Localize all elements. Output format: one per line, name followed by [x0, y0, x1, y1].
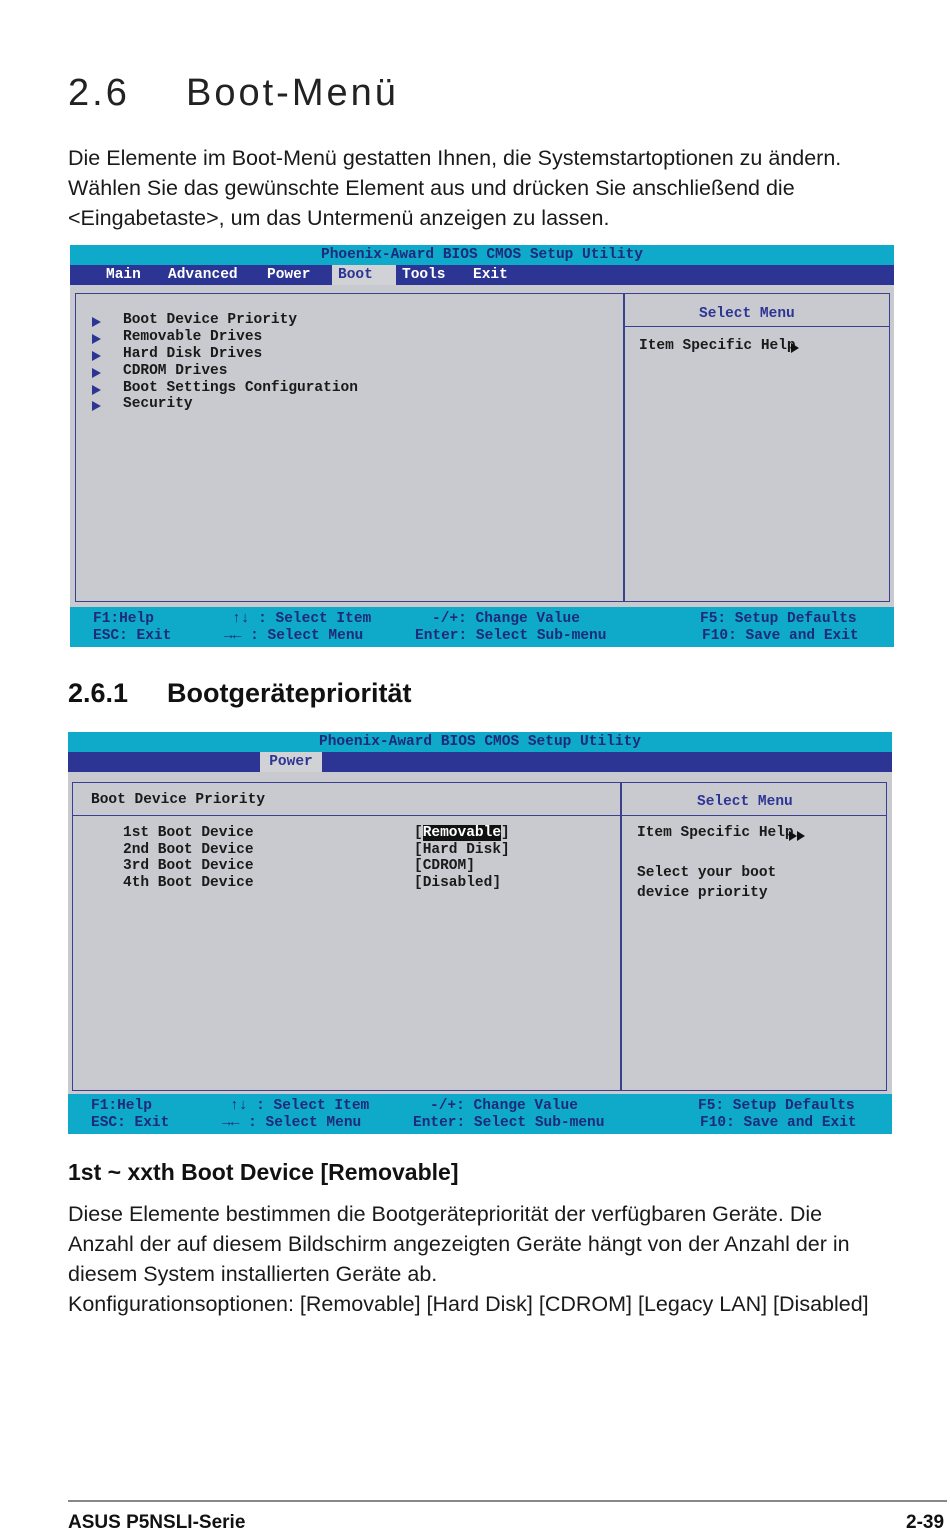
help-title: Select Menu — [699, 306, 795, 322]
footer-product-name: ASUS P5NSLI-Serie — [68, 1512, 246, 1533]
selected-value[interactable]: Removable — [422, 825, 502, 841]
submenu-arrow-icon — [92, 401, 101, 411]
row-value-1st-boot-device[interactable]: [Removable] — [414, 825, 510, 841]
intro-line: Wählen Sie das gewünschte Element aus und drücken Sie anschließend die — [68, 176, 795, 200]
bios-footer — [70, 607, 894, 647]
menu-tab-exit[interactable]: Exit — [473, 267, 508, 283]
desc-line: diesem System installierten Geräte ab. — [68, 1262, 438, 1286]
help-arrow-icon — [789, 831, 797, 841]
desc-line: Diese Elemente bestimmen die Bootgerätepriorität der verfügbaren Geräte. Die — [68, 1202, 823, 1226]
bios-screen-boot-priority — [68, 732, 892, 1134]
footer-select-menu: →← : Select Menu — [222, 1115, 362, 1131]
help-divider — [625, 326, 889, 327]
footer-f5: F5: Setup Defaults — [700, 611, 857, 627]
desc-line: Anzahl der auf diesem Bildschirm angezeigten Geräte hängt von der Anzahl der in — [68, 1232, 850, 1256]
submenu-arrow-icon — [92, 385, 101, 395]
help-arrow-icon — [791, 343, 799, 353]
bios-title: Phoenix-Award BIOS CMOS Setup Utility — [70, 245, 894, 265]
bios-footer — [68, 1094, 892, 1134]
menu-item-security[interactable]: Security — [123, 396, 193, 412]
menu-tab-main[interactable]: Main — [106, 267, 141, 283]
footer-select-item: ↑↓ : Select Item — [232, 611, 372, 627]
bios-body — [70, 285, 894, 607]
section-number: 2.6 — [68, 72, 130, 114]
intro-paragraph — [68, 143, 908, 233]
menu-item-cdrom-drives[interactable]: CDROM Drives — [123, 363, 228, 379]
bios-menubar — [68, 752, 892, 772]
options-line: Konfigurationsoptionen: [Removable] [Hard Disk] [CDROM] [Legacy LAN] [Disabled] — [68, 1292, 869, 1316]
footer-f10: F10: Save and Exit — [700, 1115, 857, 1131]
bios-menubar — [70, 265, 894, 285]
footer-divider — [68, 1500, 947, 1502]
row-value-text[interactable]: CDROM — [422, 858, 467, 874]
subsection-title: Bootgerätepriorität — [167, 678, 412, 708]
subsection-number: 2.6.1 — [68, 678, 129, 708]
intro-line: Die Elemente im Boot-Menü gestatten Ihnen, die Systemstartoptionen zu ändern. — [68, 146, 842, 170]
bios-body — [68, 772, 892, 1094]
footer-enter: Enter: Select Sub-menu — [415, 628, 607, 644]
item-heading: 1st ~ xxth Boot Device [Removable] — [68, 1159, 459, 1185]
footer-esc: ESC: Exit — [91, 1115, 170, 1131]
help-divider — [622, 815, 886, 816]
panel-title-divider — [73, 815, 621, 816]
footer-enter: Enter: Select Sub-menu — [413, 1115, 605, 1131]
panel-title: Boot Device Priority — [91, 792, 266, 808]
footer-change-value: -/+: Change Value — [430, 1098, 578, 1114]
subsection-heading — [68, 678, 412, 709]
menu-item-hard-disk-drives[interactable]: Hard Disk Drives — [123, 346, 263, 362]
row-label-2nd-boot-device: 2nd Boot Device — [123, 842, 254, 858]
footer-select-item: ↑↓ : Select Item — [230, 1098, 370, 1114]
section-title: Boot-Menü — [186, 72, 399, 114]
footer-change-value: -/+: Change Value — [432, 611, 580, 627]
footer-f1: F1:Help — [93, 611, 154, 627]
footer-esc: ESC: Exit — [93, 628, 172, 644]
row-value-text[interactable]: Disabled — [422, 875, 493, 891]
row-label-3rd-boot-device: 3rd Boot Device — [123, 858, 254, 874]
footer-f1: F1:Help — [91, 1098, 152, 1114]
submenu-arrow-icon — [92, 368, 101, 378]
menu-item-removable-drives[interactable]: Removable Drives — [123, 329, 263, 345]
help-arrow-icon — [797, 831, 805, 841]
section-heading — [68, 72, 399, 115]
menu-tab-advanced[interactable]: Advanced — [168, 267, 238, 283]
row-label-4th-boot-device: 4th Boot Device — [123, 875, 254, 891]
help-text: Item Specific Help — [637, 825, 794, 841]
submenu-arrow-icon — [92, 351, 101, 361]
submenu-arrow-icon — [92, 334, 101, 344]
footer-f5: F5: Setup Defaults — [698, 1098, 855, 1114]
row-value-4th-boot-device[interactable]: [Disabled] — [414, 875, 502, 891]
submenu-arrow-icon — [92, 317, 101, 327]
footer-page-number: 2-39 — [906, 1512, 945, 1533]
row-label-1st-boot-device: 1st Boot Device — [123, 825, 254, 841]
help-desc-line: device priority — [637, 885, 768, 901]
item-description — [68, 1199, 928, 1319]
row-value-3rd-boot-device[interactable]: [CDROM] — [414, 858, 475, 874]
bios-title: Phoenix-Award BIOS CMOS Setup Utility — [68, 732, 892, 752]
menu-tab-power[interactable]: Power — [260, 752, 322, 772]
menu-item-boot-settings[interactable]: Boot Settings Configuration — [123, 380, 358, 396]
menu-tab-boot[interactable]: Boot — [332, 265, 396, 285]
menu-tab-tools[interactable]: Tools — [402, 267, 446, 283]
help-title: Select Menu — [697, 794, 793, 810]
footer-f10: F10: Save and Exit — [702, 628, 859, 644]
menu-item-boot-device-priority[interactable]: Boot Device Priority — [123, 312, 298, 328]
footer-select-menu: →← : Select Menu — [224, 628, 364, 644]
intro-line: <Eingabetaste>, um das Untermenü anzeigen zu lassen. — [68, 206, 610, 230]
help-text: Item Specific Help — [639, 338, 796, 354]
row-value-text[interactable]: Hard Disk — [422, 842, 502, 858]
row-value-2nd-boot-device[interactable]: [Hard Disk] — [414, 842, 510, 858]
help-desc-line: Select your boot — [637, 865, 777, 881]
menu-tab-power[interactable]: Power — [267, 267, 311, 283]
bios-screen-boot-menu — [70, 245, 894, 647]
